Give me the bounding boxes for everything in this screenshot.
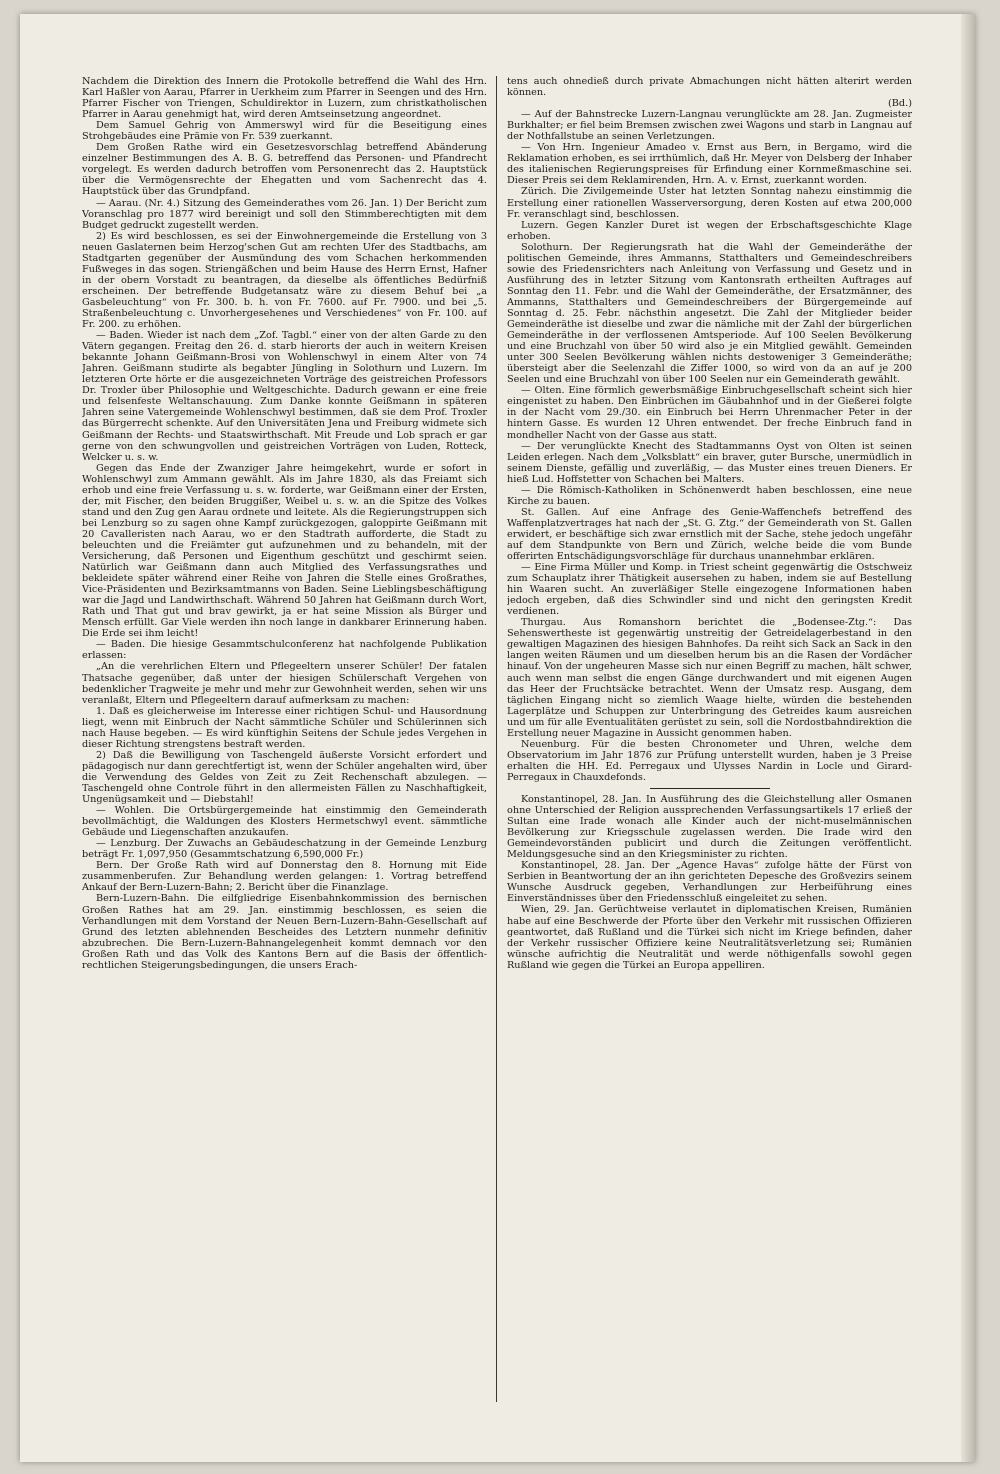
- paragraph: — Auf der Bahnstrecke Luzern-Langnau verunglückte am 28. Jan. Zugmeister Burkhalter; er fiel beim Bremsen zwischen zwei Wagons und starb in Langnau auf der Nothfallstube an seinen Verletzungen.: [507, 109, 912, 143]
- left-column: [82, 76, 487, 1402]
- paragraph: Zürich. Die Zivilgemeinde Uster hat letzten Sonntag nahezu einstimmig die Erstellung einer rationellen Wasserversorgung, deren Kosten auf etwa 200,000 Fr. veranschlagt sind, beschlossen.: [507, 186, 912, 220]
- newspaper-page: [20, 14, 975, 1462]
- paragraph: Gegen das Ende der Zwanziger Jahre heimgekehrt, wurde er sofort in Wohlenschwyl zum Ammann gewählt. Als im Jahre 1830, als das Freiamt sich erhob und eine freie Verfassung u. s. w. forderte, war Geißmann einer der Ersten, der, mit Fischer, den beiden Bruggißer, Weibel u. s. w. an die Spitze des Volkes stand und den Zug gen Aarau ordnete und leitete. Als die Regierungstruppen sich bei Lenzburg so zu sagen ohne Kampf zurückgezogen, galoppirte Geißmann mit 20 Cavalleristen nach Aarau, wo er den Stadtrath aufforderte, die Stadt zu beleuchten und die Freiämter gut aufzunehmen und zu behandeln, mit der Versicherung, daß Personen und Eigenthum geschützt und geschirmt seien. Natürlich war Geißmann dann auch Mitglied des Verfassungsrathes und bekleidete später während einer Reihe von Jahren die Stelle eines Großrathes, Vice-Präsidenten und Bezirksamtmanns von Baden. Seine Lieblingsbeschäftigung war die Jagd und Landwirthschaft. Während 50 Jahren hat Geißmann durch Wort, Rath und That gut und brav gewirkt, ja er hat seine Mission als Bürger und Mensch erfüllt. Gar Viele werden ihn noch lange in dankbarer Erinnerung haben. Die Erde sei ihm leicht!: [82, 462, 487, 640]
- paragraph: Neuenburg. Für die besten Chronometer und Uhren, welche dem Observatorium im Jahr 1876 zur Prüfung unterstellt wurden, haben je 3 Preise erhalten die HH. Ed. Perregaux und Ulysses Nardin in Locle und Girard-Perregaux in Chauxdefonds.: [507, 738, 912, 783]
- paragraph: — Aarau. (Nr. 4.) Sitzung des Gemeinderathes vom 26. Jan. 1) Der Bericht zum Voranschlag pro 1877 wird bereinigt und soll den Stimmberechtigten mit dem Budget gedruckt zugestellt werden.: [82, 197, 487, 231]
- paragraph: — Baden. Wieder ist nach dem „Zof. Tagbl.“ einer von der alten Garde zu den Vätern gegangen. Freitag den 26. d. starb hierorts der auch in weitern Kreisen bekannte Johann Geißmann-Brosi von Wohlenschwyl in einem Alter von 74 Jahren. Geißmann studirte als begabter Jüngling in Solothurn und Luzern. Im letzteren Orte hörte er die ausgezeichneten Vorträge des geistreichen Professors Dr. Troxler über Philosophie und Weltgeschichte. Dadurch gewann er eine freie und felsenfeste Weltanschauung. Zum Danke konnte Geißmann in späteren Jahren seine Vatergemeinde Wohlenschwyl bestimmen, daß sie dem Prof. Troxler das Bürgerrecht schenkte. Auf den Universitäten Jena und Freiburg widmete sich Geißmann der Rechts- und Staatswirthschaft. Mit Freude und Lob sprach er gar gerne von den schwungvollen und geistreichen Vorträgen von Luden, Rotteck, Welcker u. s. w.: [82, 330, 487, 463]
- signature: (Bd.): [888, 98, 912, 110]
- paragraph: Dem Samuel Gehrig von Ammerswyl wird für die Beseitigung eines Strohgebäudes eine Prämie von Fr. 539 zuerkannt.: [82, 120, 487, 143]
- paragraph: — Olten. Eine förmlich gewerbsmäßige Einbruchgesellschaft scheint sich hier eingenistet zu haben. Den Einbrüchen im Gäubahnhof und in der Gießerei folgte in der Nacht vom 29./30. ein Einbruch bei Herrn Uhrenmacher Peter in der hintern Gasse. Es wurden 12 Uhren entwendet. Der freche Einbruch fand in mondheller Nacht von der Gasse aus statt.: [507, 385, 912, 441]
- paragraph: Nachdem die Direktion des Innern die Protokolle betreffend die Wahl des Hrn. Karl Haßler von Aarau, Pfarrer in Uerkheim zum Pfarrer in Seengen und des Hrn. Pfarrer Fischer von Triengen, Schuldirektor in Luzern, zum christkatholischen Pfarrer in Aarau genehmigt hat, wird deren Amtseinsetzung angeordnet.: [82, 76, 487, 121]
- paragraph: St. Gallen. Auf eine Anfrage des Genie-Waffenchefs betreffend des Waffenplatzvertrages hat nach der „St. G. Ztg.“ der Gemeinderath von St. Gallen erwidert, er beschäftige sich zwar ernstlich mit der Sache, stehe jedoch ungefähr auf dem Standpunkte von Bern und Zürich, welche beide die vom Bunde offerirten Entschädigungsvorschläge für durchaus unannehmbar erklären.: [507, 506, 912, 563]
- column-rule: [496, 76, 497, 1402]
- paragraph: Dem Großen Rathe wird ein Gesetzesvorschlag betreffend Abänderung einzelner Bestimmungen des A. B. G. betreffend das Personen- und Pfandrecht vorgelegt. Es werden dadurch betroffen vom Personenrecht das 2. Hauptstück über die Vermögensrechte der Ehegatten und vom Sachenrecht das 4. Hauptstück über das Grundpfand.: [82, 142, 487, 198]
- paragraph: Konstantinopel, 28. Jan. Der „Agence Havas“ zufolge hätte der Fürst von Serbien in Beantwortung der an ihn gerichteten Depesche des Großvezirs seinem Wunsche Ausdruck gegeben, Verhandlungen zur Herbeiführung eines Einverständnisses über den Friedensschluß eingeleitet zu sehen.: [507, 860, 912, 905]
- paragraph: 2) Es wird beschlossen, es sei der Einwohnergemeinde die Erstellung von 3 neuen Gaslaternen beim Herzog'schen Gut am rechten Ufer des Stadtbachs, am Stadtgarten gegenüber der Ausmündung des vom Schachen herkommenden Fußweges in das sogen. Striengäßchen und beim Hause des Herrn Ernst, Hafner in der obern Vorstadt zu beantragen, da dieselbe als öffentliches Bedürfniß erscheinen. Der betreffende Budgetansatz wäre zu diesem Behuf bei „a Gasbeleuchtung“ von Fr. 300. b. h. von Fr. 7600. auf Fr. 7900. und bei „5. Straßenbeleuchtung c. Unvorhergesehenes und Verschiedenes“ von Fr. 100. auf Fr. 200. zu erhöhen.: [82, 230, 487, 331]
- paragraph: 1. Daß es gleicherweise im Interesse einer richtigen Schul- und Hausordnung liegt, wenn mit Einbruch der Nacht sämmtliche Schüler und Schülerinnen sich nach Hause begeben. — Es wird künftighin Seitens der Schule jedes Vergehen in dieser Richtung strengstens bestraft werden.: [82, 705, 487, 750]
- paragraph: Luzern. Gegen Kanzler Duret ist wegen der Erbschaftsgeschichte Klage erhoben.: [507, 219, 912, 242]
- paragraph: 2) Daß die Bewilligung von Taschengeld äußerste Vorsicht erfordert und pädagogisch nur dann gerechtfertigt ist, wenn der Schüler angehalten wird, über die Verwendung des Geldes von Zeit zu Zeit Rechenschaft abzulegen. — Taschengeld ohne Controle führt in den allermeisten Fällen zu Naschhaftigkeit, Ungenügsamkeit und — Diebstahl!: [82, 749, 487, 806]
- page-edge: [961, 14, 975, 1462]
- paragraph: Wien, 29. Jan. Gerüchtweise verlautet in diplomatischen Kreisen, Rumänien habe auf eine Beschwerde der Pforte über den Verkehr mit russischen Offizieren geantwortet, daß Rußland und die Türkei sich nicht im Kriege befinden, daher der Verkehr russischer Offiziere keine Neutralitätsverletzung sei; Rumänien wünsche aufrichtig die Neutralität und werde nöthigenfalls sowohl gegen Rußland wie gegen die Türkei an Europa appelliren.: [507, 904, 912, 971]
- paragraph: Bern-Luzern-Bahn. Die eilfgliedrige Eisenbahnkommission des bernischen Großen Rathes hat am 29. Jan. einstimmig beschlossen, es seien die Verhandlungen mit dem Vorstand der Neuen Bern-Luzern-Bahn-Gesellschaft auf Grund des letzten ablehnenden Bescheides des Letztern nunmehr definitiv abzubrechen. Die Bern-Luzern-Bahnangelegenheit kommt demnach vor den Großen Rath und das Volk des Kantons Bern auf die Basis der öffentlich-rechtlichen Steigerungsbedingungen, die unsers Erach-: [82, 893, 487, 971]
- right-column: [507, 76, 912, 1402]
- paragraph: — Eine Firma Müller und Komp. in Triest scheint gegenwärtig die Ostschweiz zum Schauplatz ihrer Thätigkeit ausersehen zu haben, indem sie auf Bestellung hin Waaren sucht. An zuverläßiger Stelle eingezogene Informationen haben jedoch ergeben, daß dies Schwindler sind und nicht den geringsten Kredit verdienen.: [507, 562, 912, 618]
- paragraph: tens auch ohnedieß durch private Abmachungen nicht hätten alterirt werden können.: [507, 76, 912, 99]
- paragraph: — Von Hrn. Ingenieur Amadeo v. Ernst aus Bern, in Bergamo, wird die Reklamation erhoben, es sei irrthümlich, daß Hr. Meyer von Delsberg der Inhaber des italienischen Regierungspreises für Erfindung einer Kornmeßmaschine sei. Dieser Preis sei dem Reklamirenden, Hrn. A. v. Ernst, zuerkannt worden.: [507, 142, 912, 187]
- paragraph: — Baden. Die hiesige Gesammtschulconferenz hat nachfolgende Publikation erlassen:: [82, 639, 487, 662]
- paragraph: — Die Römisch-Katholiken in Schönenwerdt haben beschlossen, eine neue Kirche zu bauen.: [507, 484, 912, 507]
- paragraph: — Lenzburg. Der Zuwachs an Gebäudeschatzung in der Gemeinde Lenzburg beträgt Fr. 1,097,950 (Gesammtschatzung 6,590,000 Fr.): [82, 838, 487, 861]
- paragraph: — Der verunglückte Knecht des Stadtammanns Oyst von Olten ist seinen Leiden erlegen. Nach dem „Volksblatt“ ein braver, guter Bursche, unermüdlich in seinem Dienste, gefällig und zuverläßig, — das Muster eines treuen Dieners. Er hieß Lud. Hoffstetter von Schachen bei Malters.: [507, 440, 912, 485]
- paragraph: — Wohlen. Die Ortsbürgergemeinde hat einstimmig den Gemeinderath bevollmächtigt, die Waldungen des Klosters Hermetschwyl event. sämmtliche Gebäude und Liegenschaften anzukaufen.: [82, 805, 487, 839]
- paragraph: Konstantinopel, 28. Jan. In Ausführung des die Gleichstellung aller Osmanen ohne Unterschied der Religion aussprechenden Verfassungsartikels 17 erließ der Sultan eine Irade wonach alle Kinder auch der nicht-muselmännischen Bevölkerung zur Kriegsschule zugelassen werden. Die Irade wird den Gemeindevorständen publicirt und durch die Zeitungen veröffentlicht. Meldungsgesuche sind an den Kriegsminister zu richten.: [507, 794, 912, 861]
- paragraph: Bern. Der Große Rath wird auf Donnerstag den 8. Hornung mit Eide zusammenberufen. Zur Behandlung werden gelangen: 1. Vortrag betreffend Ankauf der Bern-Luzern-Bahn; 2. Bericht über die Finanzlage.: [82, 860, 487, 894]
- paragraph: Solothurn. Der Regierungsrath hat die Wahl der Gemeinderäthe der politischen Gemeinde, ihres Ammanns, Statthalters und Gemeindeschreibers sowie des Friedensrichters nach Anleitung von Verfassung und Gesetz und in Ausführung des in letzter Sitzung vom Kantonsrath ertheilten Auftrages auf Sonntag den 11. Febr. und die Wahl der Gemeinderäthe, der Ersatzmänner, des Ammanns, Statthalters und Gemeindeschreibers der Bürgergemeinde auf Sonntag d. 25. Febr. nächsthin angesetzt. Die Zahl der Mitglieder beider Gemeinderäthe ist dieselbe und zwar die nämliche mit der Zahl der bürgerlichen Gemeinderäthe in der verflossenen Amtsperiode. Auf 100 Seelen Bevölkerung und eine Bruchzahl von über 50 wird also je ein Mitglied gewählt. Gemeinden unter 300 Seelen Bevölkerung wählen nichts destoweniger 3 Gemeinderäthe; übersteigt aber die Seelenzahl die Ziffer 1000, so wird von da an auf je 200 Seelen und eine Bruchzahl von über 100 Seelen nur ein Gemeinderath gewählt.: [507, 241, 912, 386]
- paragraph: Thurgau. Aus Romanshorn berichtet die „Bodensee-Ztg.“: Das Sehenswertheste ist gegenwärtig unstreitig der Getreidelagerbestand in den gewaltigen Magazinen des hiesigen Bahnhofes. Da reiht sich Sack an Sack in den langen weiten Räumen und um dieselben herum bis an die Rasen der Vordächer hinauf. Von der ungeheuren Masse sich nur einen Begriff zu machen, hält schwer, auch wenn man selbst die engen Gänge durchwandert und mit eigenen Augen das Heer der Fruchtsäcke betrachtet. Wenn der Umsatz resp. Ausgang, dem täglichen Eingang nicht so ziemlich Waage hielte, würden die bestehenden Lagerplätze und Schuppen zur Unterbringung des Getreides kaum ausreichen und um für alle Eventualitäten gerüstet zu sein, soll die Nordostbahndirektion die Erstellung neuer Magazine in Aussicht genommen haben.: [507, 617, 912, 739]
- paragraph: „An die verehrlichen Eltern und Pflegeeltern unserer Schüler! Der fatalen Thatsache gegenüber, daß unter der hiesigen Schülerschaft Vergehen von bedenklicher Tragweite je mehr und mehr zur Gewohnheit werden, sehen wir uns veranlaßt, Eltern und Pflegeeltern darauf aufmerksam zu machen:: [82, 661, 487, 706]
- text-columns: [82, 76, 924, 1402]
- section-divider: [650, 788, 770, 789]
